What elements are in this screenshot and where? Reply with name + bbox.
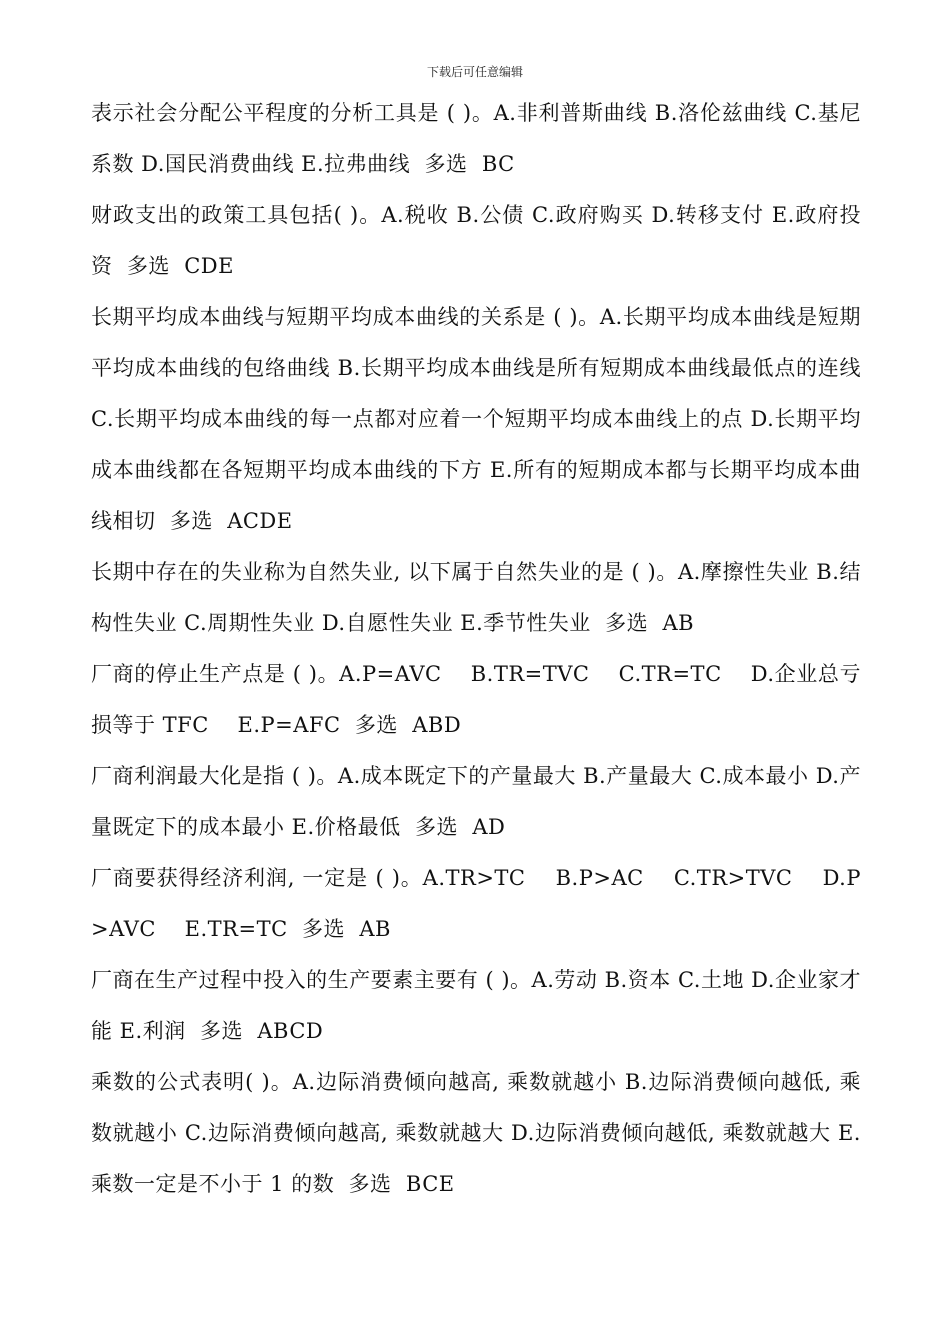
question-9: 乘数的公式表明( )。A.边际消费倾向越高, 乘数就越小 B.边际消费倾向越低, 乘数就越小 C.边际消费倾向越高, 乘数就越大 D.边际消费倾向越低, 乘数就越大 E.乘数一定是不小于 1 的数 多选 BCE [91, 1070, 861, 1196]
page-header: 下载后可任意编辑 [426, 65, 523, 79]
question-4: 长期中存在的失业称为自然失业, 以下属于自然失业的是 ( )。A.摩擦性失业 B.结构性失业 C.周期性失业 D.自愿性失业 E.季节性失业 多选 AB [91, 560, 861, 635]
question-7: 厂商要获得经济利润, 一定是 ( )。A.TR>TC B.P>AC C.TR>TVC D.P>AVC E.TR=TC 多选 AB [91, 866, 861, 941]
question-5: 厂商的停止生产点是 ( )。A.P=AVC B.TR=TVC C.TR=TC D.企业总亏损等于 TFC E.P=AFC 多选 ABD [91, 662, 861, 737]
question-2: 财政支出的政策工具包括( )。A.税收 B.公债 C.政府购买 D.转移支付 E.政府投资 多选 CDE [91, 203, 861, 278]
question-6: 厂商利润最大化是指 ( )。A.成本既定下的产量最大 B.产量最大 C.成本最小 D.产量既定下的成本最小 E.价格最低 多选 AD [91, 764, 861, 839]
question-1: 表示社会分配公平程度的分析工具是 ( )。A.非利普斯曲线 B.洛伦兹曲线 C.基尼系数 D.国民消费曲线 E.拉弗曲线 多选 BC [91, 101, 861, 176]
question-list [91, 88, 869, 1210]
question-8: 厂商在生产过程中投入的生产要素主要有 ( )。A.劳动 B.资本 C.土地 D.企业家才能 E.利润 多选 ABCD [91, 968, 861, 1043]
question-3: 长期平均成本曲线与短期平均成本曲线的关系是 ( )。A.长期平均成本曲线是短期平均成本曲线的包络曲线 B.长期平均成本曲线是所有短期成本曲线最低点的连线 C.长期平均成本曲线的每一点都对应着一个短期平均成本曲线上的点 D.长期平均成本曲线都在各短期平均成本曲线的下方 E.所有的短期成本都与长期平均成本曲线相切 多选 ACDE [91, 305, 869, 533]
